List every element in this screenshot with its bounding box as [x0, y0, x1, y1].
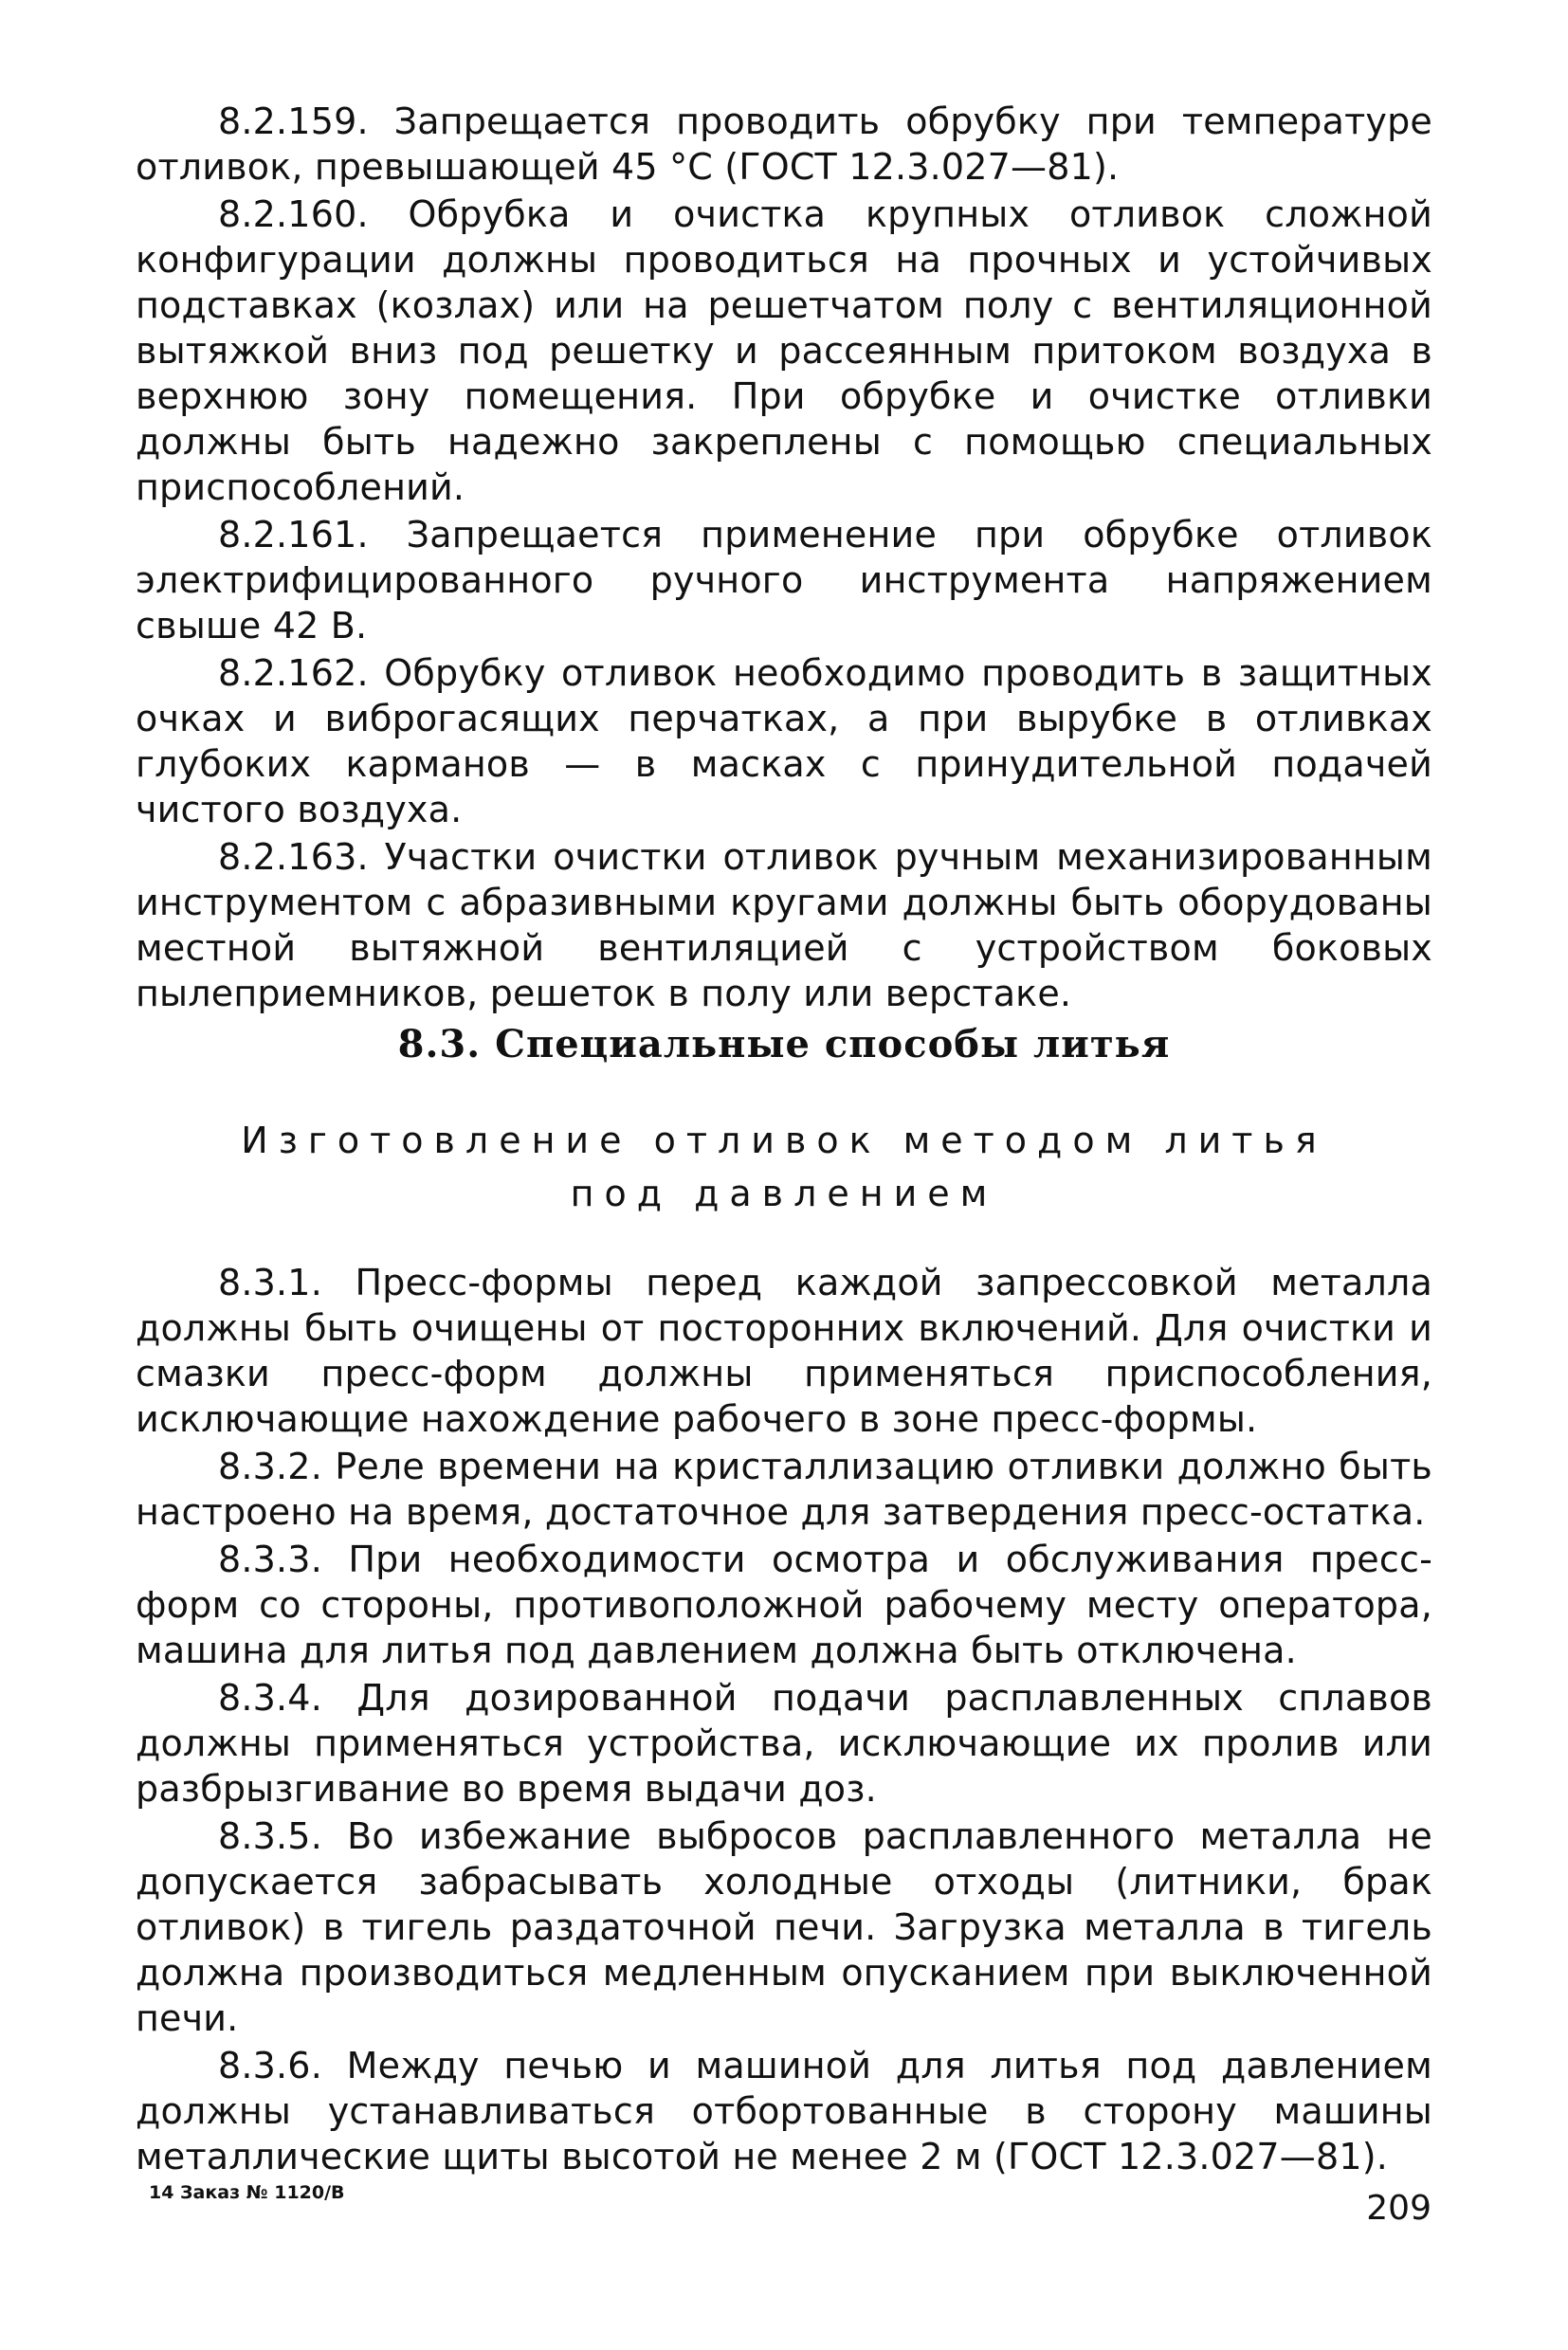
paragraph-8-3-4: 8.3.4. Для дозированной подачи расплавленных сплавов должны применяться устройства, исключающие их пролив или разбрызгивание во время выдачи доз.: [136, 1677, 1432, 1810]
paragraph-8-3-1: 8.3.1. Пресс-формы перед каждой запрессовкой металла должны быть очищены от посторонних включений. Для очистки и смазки пресс-форм должны применяться приспособления, исключающие нахождение рабочего в зоне пресс-формы.: [136, 1262, 1432, 1440]
subheading-line-1: Изготовление отливок методом литья: [241, 1120, 1327, 1161]
paragraph-8-2-159: 8.2.159. Запрещается проводить обрубку при температуре отливок, превышающей 45 °С (ГОСТ 12.3.027—81).: [136, 100, 1432, 188]
section-heading: 8.3. Специальные способы литья: [397, 1022, 1171, 1066]
subheading: [0, 1114, 1568, 1220]
paragraphs-section-8-2: [136, 99, 1432, 1016]
paragraphs-section-8-3: [136, 1260, 1432, 2179]
paragraph-8-2-160: 8.2.160. Обрубка и очистка крупных отливок сложной конфигурации должны проводиться на прочных и устойчивых подставках (козлах) или на решетчатом полу с вентиляционной вытяжкой вниз под решетку и рассеянным притоком воздуха в верхнюю зону помещения. При обрубке и очистке отливки должны быть надежно закреплены с помощью специальных приспособлений.: [136, 193, 1432, 508]
subheading-line-2: под давлением: [570, 1173, 998, 1214]
paragraph-8-3-5: 8.3.5. Во избежание выбросов расплавленного металла не допускается забрасывать холодные отходы (литники, брак отливок) в тигель раздаточной печи. Загрузка металла в тигель должна производиться медленным опусканием при выключенной печи.: [136, 1815, 1432, 2039]
paragraph-8-3-2: 8.3.2. Реле времени на кристаллизацию отливки должно быть настроено на время, достаточное для затвердения пресс-остатка.: [136, 1446, 1432, 1533]
paragraph-8-3-6: 8.3.6. Между печью и машиной для литья под давлением должны устанавливаться отбортованные в сторону машины металлические щиты высотой не менее 2 м (ГОСТ 12.3.027—81).: [136, 2045, 1432, 2177]
paragraph-8-2-163: 8.2.163. Участки очистки отливок ручным механизированным инструментом с абразивными кругами должны быть оборудованы местной вытяжной вентиляцией с устройством боковых пылеприемников, решеток в полу или верстаке.: [136, 836, 1432, 1014]
paragraph-8-2-162: 8.2.162. Обрубку отливок необходимо проводить в защитных очках и виброгасящих перчатках, а при вырубке в отливках глубоких карманов — в масках с принудительной подачей чистого воздуха.: [136, 652, 1432, 830]
page-number: 209: [1366, 2189, 1431, 2228]
paragraph-8-3-3: 8.3.3. При необходимости осмотра и обслуживания пресс-форм со стороны, противоположной рабочему месту оператора, машина для литья под давлением должна быть отключена.: [136, 1539, 1432, 1671]
print-order-mark: 14 Заказ № 1120/В: [149, 2182, 345, 2203]
paragraph-8-2-161: 8.2.161. Запрещается применение при обрубке отливок электрифицированного ручного инструмента напряжением свыше 42 В.: [136, 514, 1432, 647]
